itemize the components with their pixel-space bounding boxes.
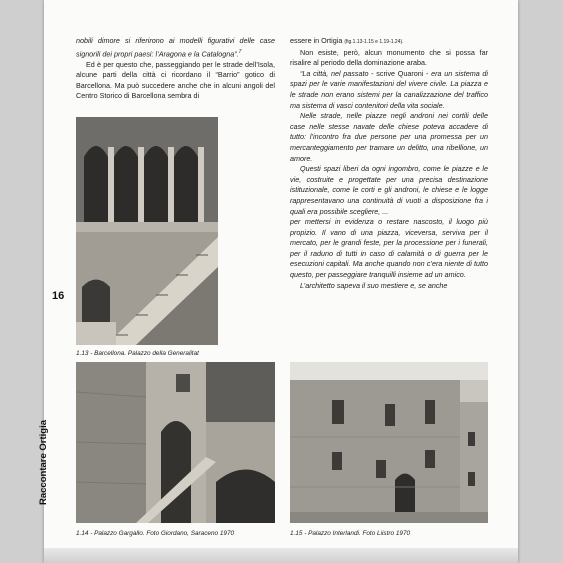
- quote-paragraph: [290, 69, 488, 111]
- paragraph-text: nobili dimore si riferirono ai modelli figurativi delle case signorili dei propri paesi: l’Aragona e la Catalogna”.: [76, 36, 275, 58]
- quote-paragraph: per mettersi in evidenza o restare nascosto, il luogo più propizio. Il vano di una piazza, viceversa, serviva per il mercato, per le grandi feste, per la processione per i funerali, per il raduno di tutti in caso di calamità o di guerra per le esecuzioni capitali. Ma anche quando non c’era niente di tutto questo, per passeggiare tranquilli insieme ad un amico.: [290, 217, 488, 280]
- figure-caption: 1.14 - Palazzo Gargallo. Foto Giordano, Saraceno 1970: [76, 530, 235, 537]
- photo-palazzo-gargallo-illustration: [76, 362, 275, 523]
- photo-palazzo-gargallo: [76, 362, 275, 523]
- page-number: 16: [52, 290, 65, 302]
- photo-palazzo-interlandi: [290, 362, 488, 523]
- quote-text: era un sistema di spazi per le varie manifestazioni del vivere civile. La piazza e le strade non erano sistemi per la canalizzazione del traffico ma sistema di vasci contenitori della vita sociale.: [290, 68, 489, 110]
- photo-palazzo-interlandi-illustration: [290, 362, 488, 523]
- paragraph-text: essere in Ortigia: [290, 36, 345, 45]
- left-text-column: [76, 36, 275, 102]
- paragraph: Ed è per questo che, passeggiando per le strade dell’Isola, alcune parti della città ci ricordano il “Barrio” gotico di Barcellona. Ma può succedere anche che in alcuni angoli del Centro Storico di Barcellona sembra di: [76, 59, 275, 101]
- section-title-vertical: Raccontare Ortigia: [38, 420, 49, 505]
- paragraph: Non esiste, però, alcun monumento che si possa far risalire al periodo della dominazione araba.: [290, 47, 488, 68]
- photo-generalitat: [76, 117, 218, 345]
- photo-generalitat-illustration: [76, 117, 218, 345]
- footnote-ref: 7: [238, 48, 242, 55]
- quote-paragraph: Nelle strade, nelle piazze negli androni nei cortili delle case nelle stesse navate delle chiese poteva accadere di tutto: l’incontro fra due persone per una promessa per un mercanteggiamento per tramare un delitto, una ribellione, un amore.: [290, 111, 488, 163]
- paragraph: L’architetto sapeva il suo mestiere e, se anche: [300, 280, 448, 290]
- page-edge-shadow: [44, 548, 518, 563]
- quote-attribution: - scrive Quaroni -: [368, 68, 432, 78]
- paragraph: [290, 36, 488, 48]
- figure-caption: 1.15 - Palazzo Interlandi. Foto Liistro 1970: [290, 530, 411, 537]
- figure-reference: (fig.1.13-1.15 e 1.19-1.24).: [344, 39, 404, 45]
- right-text-column: [290, 36, 488, 291]
- quote-paragraph: Questi spazi liberi da ogni ingombro, come le piazze e le vie, costruite e progettate per una precisa destinazione istituzionale, come le corti e gli androni, le chiese e le logge rappresentavano una continuità di vuoti a disposizione fra i quali era possibile scegliere, ...: [290, 164, 488, 216]
- figure-caption: 1.13 - Barcellona. Palazzo della Generalitat: [76, 350, 199, 357]
- quote-text: “La città, nel passato: [300, 68, 369, 78]
- paragraph: [76, 36, 275, 60]
